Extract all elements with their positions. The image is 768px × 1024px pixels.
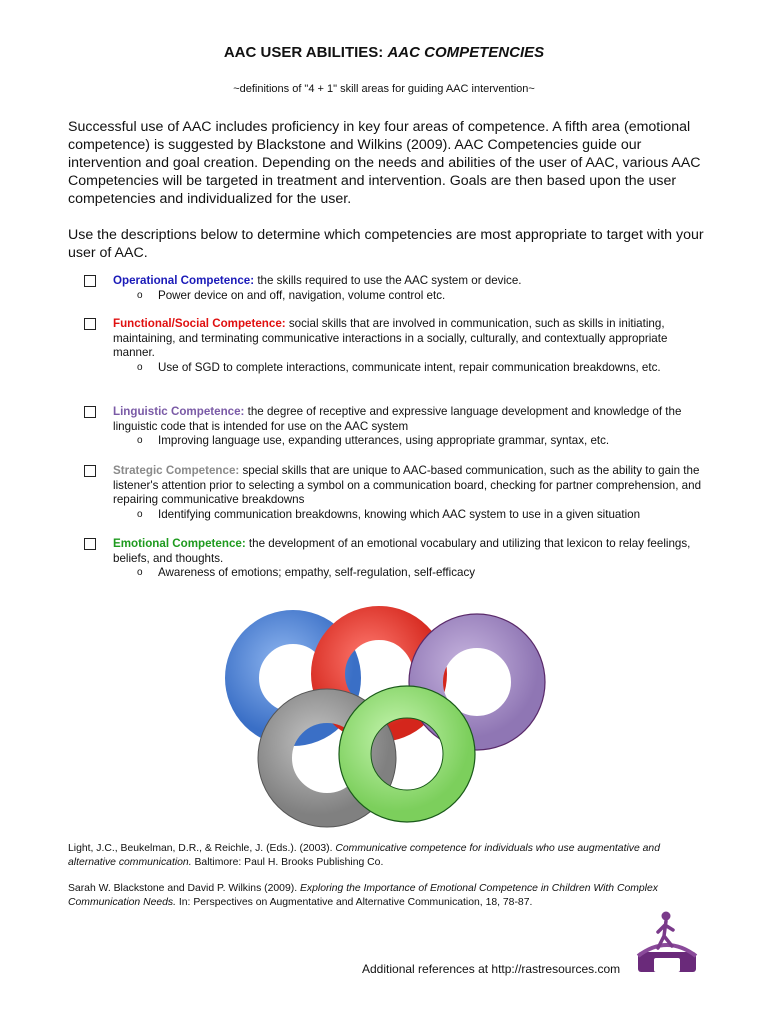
- competency-item-emotional: [84, 537, 704, 581]
- example-text: Improving language use, expanding utterances, using appropriate grammar, syntax, etc.: [158, 434, 610, 447]
- competency-item-linguistic: [84, 405, 704, 449]
- intro-paragraph: Successful use of AAC includes proficiency in key four areas of competence. A fifth area (emotional competence) is suggested by Blackstone and Wilkins (2009). AAC Competencies guide our intervention and goal creation. Depending on the needs and abilities of the user of AAC, various AAC Competencies will be targeted in treatment and intervention. Goals are then based upon the user competencies and individualized for the user.: [68, 119, 701, 207]
- bridge-walker-logo-icon: [636, 908, 698, 974]
- checkbox[interactable]: [84, 275, 96, 287]
- competency-name: Operational Competence:: [113, 274, 255, 287]
- competency-definition: [113, 405, 704, 434]
- competency-description: the degree of receptive and expressive language development and knowledge of the linguistic code that is intended for use on the AAC system: [113, 405, 682, 433]
- competency-definition: [113, 317, 704, 361]
- competency-definition: [113, 537, 704, 566]
- bullet-marker: o: [137, 567, 143, 578]
- checkbox[interactable]: [84, 318, 96, 330]
- bullet-marker: o: [137, 289, 143, 301]
- competency-definition: [113, 464, 704, 508]
- competency-example: [137, 507, 704, 523]
- competency-name: Emotional Competence:: [113, 537, 246, 550]
- reference-title: Exploring the Importance of Emotional Competence in Children With Complex Communication Needs.: [68, 883, 658, 908]
- example-text: Awareness of emotions; empathy, self-regulation, self-efficacy: [158, 566, 476, 579]
- checkbox[interactable]: [84, 406, 96, 418]
- competency-example: [137, 288, 704, 304]
- bullet-marker: o: [137, 435, 143, 446]
- competency-example: [137, 434, 704, 449]
- competency-name: Linguistic Competence:: [113, 405, 245, 418]
- reference-authors: Light, J.C., Beukelman, D.R., & Reichle, J. (Eds.). (2003).: [68, 843, 336, 854]
- checkbox[interactable]: [84, 538, 96, 550]
- competency-item-functional-social: [84, 317, 704, 375]
- reference-publisher: Baltimore: Paul H. Brooks Publishing Co.: [191, 856, 384, 868]
- title-plain: AAC USER ABILITIES:: [223, 44, 388, 61]
- reference-publisher: In: Perspectives on Augmentative and Alternative Communication, 18, 78-87.: [176, 896, 533, 908]
- competency-description: special skills that are unique to AAC-based communication, such as the ability to gain the listener's attention prior to selecting a symbol on a communication board, checking for partner comprehension, and repairing communicative breakdowns: [113, 464, 702, 506]
- competency-description: the development of an emotional vocabulary and utilizing that lexicon to relay feelings, beliefs, and thoughts.: [113, 537, 691, 565]
- checkbox[interactable]: [84, 465, 96, 477]
- example-text: Power device on and off, navigation, volume control etc.: [158, 288, 446, 302]
- bullet-marker: o: [137, 361, 143, 373]
- page-subtitle: ~definitions of "4 + 1" skill areas for guiding AAC intervention~: [233, 83, 535, 95]
- competency-example: [137, 360, 704, 376]
- competency-name: Strategic Competence:: [113, 464, 240, 477]
- reference-authors: Sarah W. Blackstone and David P. Wilkins (2009).: [68, 883, 300, 894]
- reference-blackstone-2009: [68, 882, 708, 909]
- competency-description: social skills that are involved in communication, such as skills in initiating, maintaining, and terminating communicative interactions in a socially, culturally, and contextually appropriate manner.: [113, 317, 668, 359]
- bullet-marker: o: [137, 508, 143, 520]
- intro-instructions: Use the descriptions below to determine which competencies are most appropriate to target with your user of AAC.: [68, 227, 704, 261]
- competency-item-strategic: [84, 464, 704, 522]
- reference-light-2003: [68, 842, 708, 869]
- competency-example: [137, 566, 704, 581]
- reference-title: Communicative competence for individuals who use augmentative and alternative communication.: [68, 843, 660, 868]
- competency-definition: [113, 274, 704, 289]
- page-title: [0, 44, 768, 61]
- title-italic: AAC COMPETENCIES: [387, 44, 545, 61]
- example-text: Use of SGD to complete interactions, communicate intent, repair communication breakdowns, etc.: [158, 360, 661, 374]
- footer-references-link[interactable]: Additional references at http://rastresources.com: [362, 962, 621, 976]
- competency-item-operational: [84, 274, 704, 303]
- competency-rings-diagram: [215, 602, 555, 842]
- example-text: Identifying communication breakdowns, knowing which AAC system to use in a given situation: [158, 507, 641, 521]
- competency-name: Functional/Social Competence:: [113, 317, 286, 330]
- competency-description: the skills required to use the AAC system or device.: [254, 274, 522, 287]
